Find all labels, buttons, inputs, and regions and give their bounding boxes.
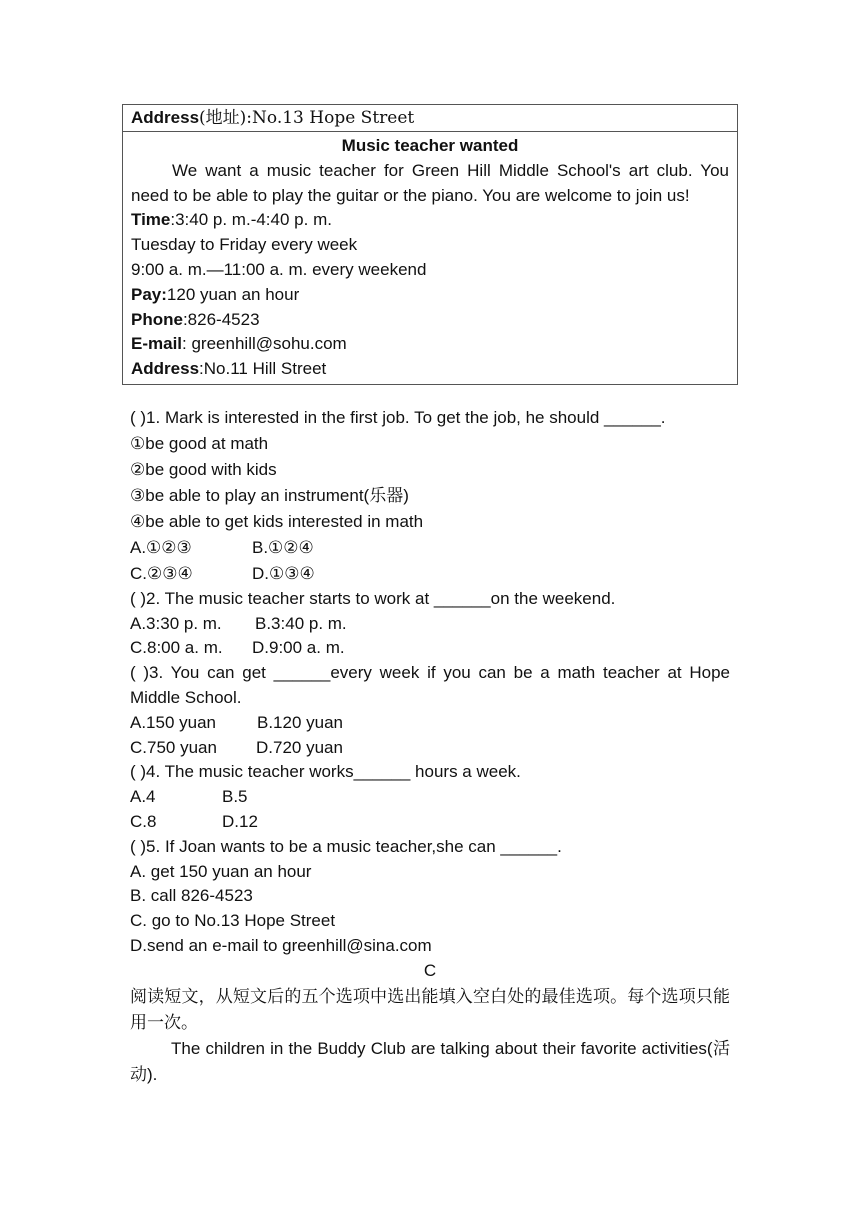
question-5-option-d[interactable]: D.send an e-mail to greenhill@sina.com [130, 935, 432, 955]
ad-table [122, 104, 738, 385]
question-2-option-a[interactable]: A.3:30 p. m. [130, 613, 222, 633]
question-3-options-ab [130, 711, 730, 736]
ad1-address-cell [123, 105, 738, 132]
question-5-option-c[interactable]: C. go to No.13 Hope Street [130, 911, 336, 931]
ad1-address-label: Address [131, 108, 200, 127]
question-5-option-a[interactable]: A. get 150 yuan an hour [130, 861, 312, 881]
question-4-stem: ( )4. The music teacher works______ hours a week. [130, 762, 521, 782]
music-ad-time-days: Tuesday to Friday every week [131, 235, 358, 255]
music-ad-phone: Phone:826-4523 [131, 309, 260, 329]
section-c-instruction: 阅读短文，从短文后的五个选项中选出能填入空白处的最佳选项。每个选项只能用一次。 [130, 986, 730, 1033]
music-ad-email: E-mail: greenhill@sohu.com [131, 334, 347, 354]
ad1-address-value: (地址):No.13 Hope Street [199, 108, 415, 128]
question-4-option-a[interactable]: A.4 [130, 787, 156, 807]
question-1-options-cd [130, 561, 730, 587]
question-3-option-c[interactable]: C.750 yuan [130, 737, 217, 757]
question-2-option-d[interactable]: D.9:00 a. m. [252, 638, 345, 658]
question-1-stem: ( )1. Mark is interested in the first job. To get the job, he should ______. [130, 408, 666, 427]
music-ad-title: Music teacher wanted [341, 136, 519, 155]
question-1-option-b[interactable]: B.①②④ [252, 537, 314, 557]
question-3-stem: ( )3. You can get ______every week if you can be a math teacher at Hope Middle School. [130, 663, 730, 707]
questions-section [130, 406, 730, 1088]
question-1-item-2: ②be good with kids [130, 459, 277, 479]
question-2-options-ab [130, 612, 730, 637]
question-3-option-d[interactable]: D.720 yuan [256, 737, 343, 757]
music-ad-pay: Pay:120 yuan an hour [131, 284, 300, 304]
music-ad-time: Time:3:40 p. m.-4:40 p. m. [131, 210, 332, 230]
music-ad-body: We want a music teacher for Green Hill Middle School's art club. You need to be able to play the guitar or the piano. You are welcome to join us! [131, 160, 729, 205]
section-c-intro: The children in the Buddy Club are talking about their favorite activities(活动). [130, 1038, 730, 1084]
question-4-option-d[interactable]: D.12 [222, 811, 258, 831]
question-2-options-cd [130, 636, 730, 661]
question-1-item-3: ③be able to play an instrument(乐器) [130, 485, 409, 505]
question-5-stem: ( )5. If Joan wants to be a music teacher,she can ______. [130, 836, 562, 856]
question-5-option-b[interactable]: B. call 826-4523 [130, 886, 253, 906]
question-3-option-a[interactable]: A.150 yuan [130, 712, 217, 732]
question-1-options-ab [130, 535, 730, 561]
question-1-item-4: ④be able to get kids interested in math [130, 511, 424, 531]
question-1-option-a[interactable]: A.①②③ [130, 537, 192, 557]
question-1-item-1: ①be good at math [130, 433, 269, 453]
question-2-stem: ( )2. The music teacher starts to work at ______on the weekend. [130, 588, 616, 608]
question-4-option-b[interactable]: B.5 [222, 787, 248, 807]
music-ad-address: Address:No.11 Hill Street [131, 359, 327, 379]
question-4-options-cd [130, 810, 730, 835]
question-1-option-c[interactable]: C.②③④ [130, 563, 193, 583]
question-3-options-cd [130, 736, 730, 761]
question-3-option-b[interactable]: B.120 yuan [257, 712, 344, 732]
question-1-option-d[interactable]: D.①③④ [252, 563, 315, 583]
music-ad-cell [123, 132, 738, 385]
question-4-option-c[interactable]: C.8 [130, 811, 157, 831]
music-ad-time-weekend: 9:00 a. m.—11:00 a. m. every weekend [131, 259, 427, 279]
question-2-option-b[interactable]: B.3:40 p. m. [255, 613, 347, 633]
question-4-options-ab [130, 785, 730, 810]
section-c-heading: C [423, 960, 437, 980]
question-2-option-c[interactable]: C.8:00 a. m. [130, 638, 223, 658]
